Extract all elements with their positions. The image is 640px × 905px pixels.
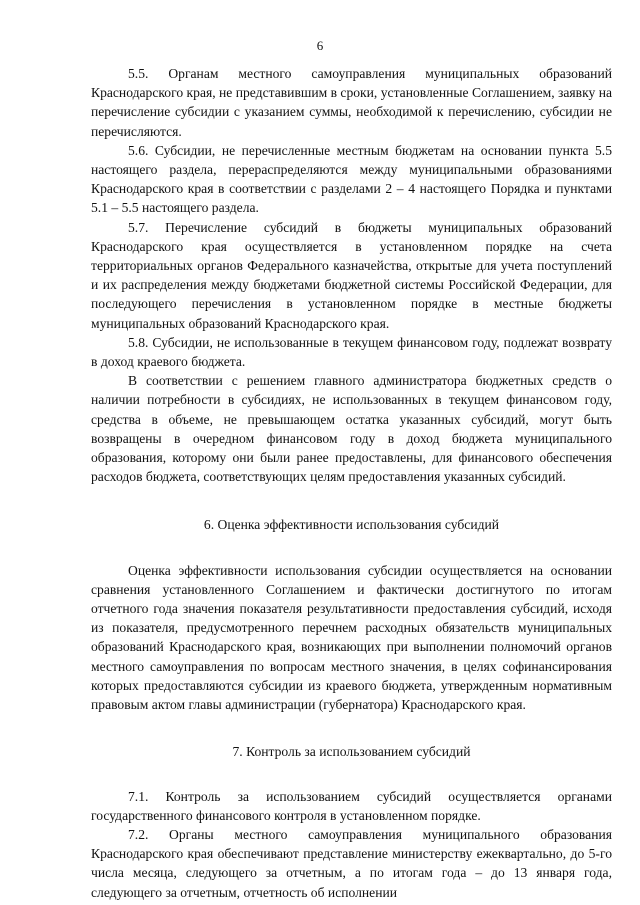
paragraph-5-8: 5.8. Субсидии, не использованные в текущем финансовом году, подлежат возврату в доход краевого бюджета.: [91, 334, 612, 370]
page-number: 6: [316, 38, 324, 53]
paragraph-5-5: 5.5. Органам местного самоуправления муниципальных образований Краснодарского края, не представившим в сроки, установленные Соглашением, заявку на перечисление субсидии с указанием суммы, необходимой к перечислению, субсидии не перечисляются.: [91, 66, 612, 139]
section-7-heading: 7. Контроль за использованием субсидий: [232, 744, 471, 760]
paragraph-6: Оценка эффективности использования субсидии осуществляется на основании сравнения установленного Соглашением и фактически достигнутого по итогам отчетного года значения показателя результативности предоставления субсидий, исходя из показателя, предусмотренного перечнем расходных обязательств муниципальных образований Краснодарского края, возникающих при выполнении полномочий органов местного самоуправления по вопросам местного значения, в целях софинансирования которых предоставляются субсидии из краевого бюджета, утвержденным нормативным правовым актом главы администрации (губернатора) Краснодарского края.: [91, 562, 612, 713]
paragraph-7-1: 7.1. Контроль за использованием субсидий осуществляется органами государственного финансового контроля в установленном порядке.: [91, 788, 612, 823]
paragraph-5-6: 5.6. Субсидии, не перечисленные местным бюджетам на основании пункта 5.5 настоящего раздела, перераспределяются между муниципальными образованиями Краснодарского края в соответствии с разделами 2 – 4 настоящего Порядка и пунктами 5.1 – 5.5 настоящего раздела.: [91, 142, 612, 216]
document-body: [91, 64, 612, 902]
section-6-heading: 6. Оценка эффективности использования субсидий: [203, 517, 500, 533]
paragraph-5-7: 5.7. Перечисление субсидий в бюджеты муниципальных образований Краснодарского края осуществляется в установленном порядке на счета территориальных органов Федерального казначейства, открытые для учета поступлений и их распределения между бюджетами бюджетной системы Российской Федерации, для последующего перечисления в установленном порядке в местные бюджеты муниципальных образований Краснодарского края.: [91, 219, 612, 331]
paragraph-7-2: 7.2. Органы местного самоуправления муниципального образования Краснодарского края обеспечивают представление министерству ежеквартально, до 5-го числа месяца, следующего за отчетным, а по итогам года – до 13 января года, следующего за отчетным, отчетность об исполнении: [91, 826, 612, 900]
paragraph-5-8-continued: В соответствии с решением главного администратора бюджетных средств о наличии потребности в субсидиях, не использованных в текущем финансовом году, средства в объеме, не превышающем остатка указанных субсидий, могут быть возвращены в очередном финансовом году в доход бюджета муниципального образования, которому они были ранее предоставлены, для финансового обеспечения расходов бюджета, соответствующих целям предоставления указанных субсидий.: [91, 373, 612, 485]
